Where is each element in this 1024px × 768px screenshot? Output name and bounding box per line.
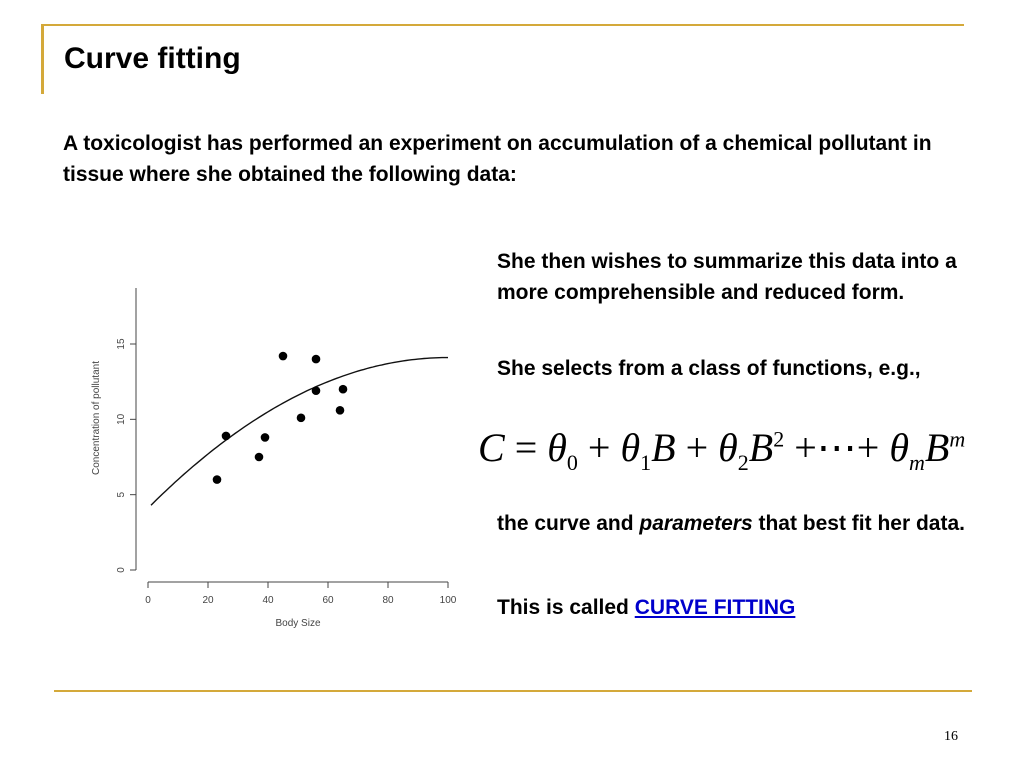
polynomial-equation (478, 424, 965, 476)
eq-sup-m: m (949, 426, 966, 452)
functions-paragraph: She selects from a class of functions, e.g., (497, 357, 921, 380)
data-point (339, 385, 348, 394)
eq-theta-m: θ (889, 425, 909, 470)
footer-rule (54, 690, 972, 692)
data-point (261, 433, 270, 442)
parameters-emphasis: parameters (639, 512, 753, 535)
data-point (213, 475, 222, 484)
y-tick-label: 10 (116, 413, 127, 425)
eq-plus-4: + (856, 425, 880, 470)
eq-theta-1: θ (620, 425, 641, 470)
x-tick-label: 20 (202, 595, 214, 606)
curve-parameters-paragraph (497, 508, 967, 539)
intro-text: A toxicologist has performed an experiment on accumulation of a chemical pollutant in tissue where she obtained the following data: (63, 132, 932, 186)
eq-theta-0: θ (547, 425, 567, 470)
eq-b-1: B (651, 425, 676, 470)
x-tick-label: 80 (382, 595, 394, 606)
eq-sub-2: 2 (737, 450, 749, 475)
eq-equals: = (514, 425, 538, 470)
x-tick-label: 40 (262, 595, 274, 606)
data-point (255, 453, 264, 462)
eq-plus-2: + (685, 425, 709, 470)
eq-lhs: C (478, 425, 505, 470)
p3-post: that best fit her data. (752, 512, 965, 535)
y-axis-label: Concentration of pollutant (91, 361, 102, 475)
y-tick-label: 15 (116, 338, 127, 350)
eq-b-m: B (924, 425, 950, 470)
p4-pre: This is called (497, 596, 635, 619)
data-point (336, 406, 345, 415)
scatter-chart (80, 272, 460, 632)
y-tick-label: 0 (116, 567, 127, 573)
data-point (312, 355, 321, 364)
eq-sub-m: m (909, 450, 925, 475)
title-accent-rule (41, 24, 964, 26)
data-point (222, 432, 231, 441)
page-number: 16 (944, 729, 958, 744)
slide-title: Curve fitting (64, 42, 241, 75)
data-point (312, 386, 321, 395)
x-tick-label: 60 (322, 595, 334, 606)
curve-fitting-link[interactable]: CURVE FITTING (634, 596, 796, 619)
x-tick-label: 0 (145, 595, 151, 606)
eq-sub-1: 1 (640, 450, 652, 475)
eq-plus-3: + (794, 425, 817, 470)
summary-paragraph: She then wishes to summarize this data into a more comprehensible and reduced form. (497, 250, 957, 304)
eq-sup-2: 2 (773, 426, 785, 452)
y-tick-label: 5 (116, 491, 127, 498)
eq-sub-0: 0 (566, 450, 578, 475)
eq-dots: ⋯ (816, 425, 857, 470)
p3-pre: the curve and (497, 512, 640, 535)
eq-theta-2: θ (718, 425, 738, 470)
fit-curve (151, 358, 448, 506)
x-axis-label: Body Size (275, 618, 321, 629)
eq-b-2: B (748, 425, 774, 470)
data-point (297, 414, 306, 423)
curve-fitting-paragraph (497, 592, 977, 623)
eq-plus-1: + (587, 425, 611, 470)
title-accent-bar (41, 24, 44, 94)
data-point (279, 352, 288, 361)
x-tick-label: 100 (439, 595, 457, 606)
